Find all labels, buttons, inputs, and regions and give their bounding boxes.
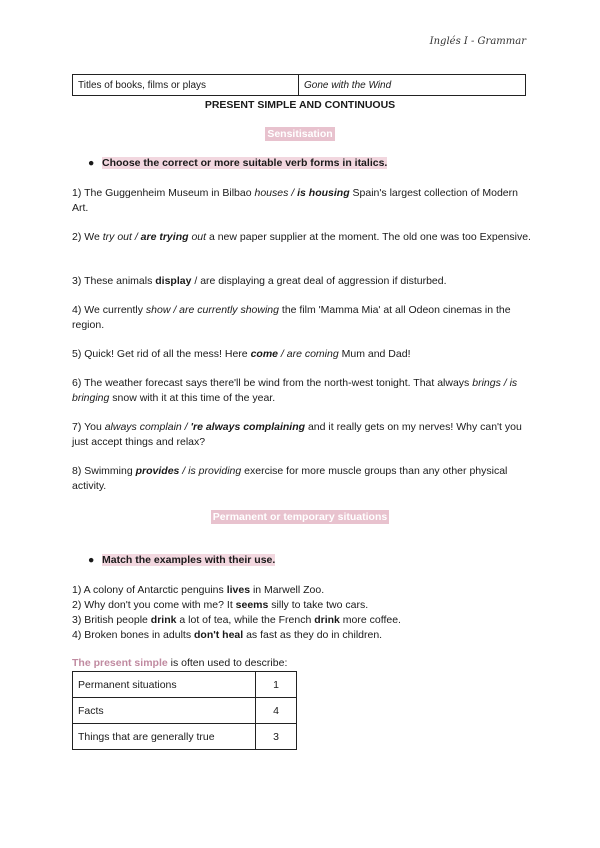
example-2 [72,598,532,613]
use-cell: Things that are generally true [73,724,256,750]
present-simple-intro [72,656,532,671]
ex2-text-a: 2) We [72,231,103,243]
ex2-option-b: are trying [140,231,189,243]
bullet-icon: ● [88,157,95,169]
ex1-text-b: Spain's largest collection of Modern Art. [72,187,518,214]
example-table-left: Titles of books, films or plays [73,75,299,96]
present-simple-rest: is often used to describe: [167,657,288,669]
ex2-option-a: try out / [102,231,141,243]
instruction-1-text: Choose the correct or more suitable verb forms in italics. [102,157,388,169]
ex8-text-a: 8) Swimming [72,465,136,477]
example-1 [72,583,532,598]
ex3-text-a: 3) These animals [72,275,156,287]
exercise-3 [72,274,532,289]
x2-verb: seems [235,599,269,611]
ex8-option-b: / is providing [179,465,242,477]
ex2-text-b: a new paper supplier at the moment. The old one was too Expensive. [206,231,531,243]
exercise-6 [72,376,532,406]
ex1-option-a: houses / [254,187,298,199]
x3-text-b: a lot of tea, while the French [176,614,315,626]
ex6-text-b: snow with it at this time of the year. [109,392,276,404]
table-row [73,724,297,750]
ex4-text-a: 4) We currently [72,304,146,316]
ex7-option-a: always complain / [104,421,191,433]
x4-text-b: as fast as they do in children. [243,629,383,641]
ex5-text-b: Mum and Dad! [338,348,411,360]
x1-verb: lives [226,584,251,596]
ex3-option-a: display [155,275,192,287]
instruction-2-text: Match the examples with their use. [102,554,276,566]
example-table [72,74,526,96]
page-title: PRESENT SIMPLE AND CONTINUOUS [204,99,396,111]
x1-text-b: in Marwell Zoo. [250,584,325,596]
ex7-text-a: 7) You [72,421,105,433]
ex5-option-b: / are coming [278,348,339,360]
ex3-text-b: / are displaying a great deal of aggression if disturbed. [191,275,447,287]
number-cell: 3 [256,724,297,750]
instruction-1 [88,157,387,169]
x4-text-a: 4) Broken bones in adults [72,629,194,641]
example-4 [72,628,532,643]
number-cell: 1 [256,672,297,698]
exercise-4 [72,303,532,333]
number-cell: 4 [256,698,297,724]
ex8-option-a: provides [135,465,180,477]
use-cell: Permanent situations [73,672,256,698]
page-header: Inglés I - Grammar [429,36,526,47]
ex2-option-b-out: out [188,231,207,243]
instruction-2 [88,554,275,566]
section2-heading-row [0,511,600,523]
sensitisation-heading: Sensitisation [267,128,333,140]
table-row [73,672,297,698]
ex1-option-b: is housing [297,187,350,199]
sensitisation-heading-row [0,128,600,140]
present-simple-label: The present simple [72,657,168,669]
table-row [73,698,297,724]
use-cell: Facts [73,698,256,724]
bullet-icon: ● [88,554,95,566]
ex1-text-a: 1) The Guggenheim Museum in Bilbao [72,187,255,199]
ex7-option-b: 're always complaining [190,421,306,433]
x3-text-c: more coffee. [339,614,401,626]
x2-text-b: silly to take two cars. [268,599,369,611]
section2-heading: Permanent or temporary situations [212,511,388,523]
x4-verb: don't heal [194,629,244,641]
exercise-2 [72,230,532,245]
ex5-option-a: come [250,348,278,360]
ex5-text-a: 5) Quick! Get rid of all the mess! Here [72,348,251,360]
exercise-5 [72,347,532,362]
exercise-1 [72,186,532,216]
uses-table [72,671,297,750]
x3-verb-a: drink [150,614,177,626]
ex6-options: brings / is bringing [72,377,518,404]
x2-text-a: 2) Why don't you come with me? It [72,599,236,611]
exercise-7 [72,420,532,450]
ex4-text-b: the film 'Mamma Mia' at all Odeon cinemas in the region. [72,304,511,331]
ex4-options: show / are currently showing [145,304,279,316]
example-table-right: Gone with the Wind [299,75,526,96]
example-3 [72,613,532,628]
x1-text-a: 1) A colony of Antarctic penguins [72,584,227,596]
ex8-text-b: exercise for more muscle groups than any other physical activity. [72,465,508,492]
x3-text-a: 3) British people [72,614,151,626]
x3-verb-b: drink [314,614,340,626]
ex7-text-b: and it really gets on my nerves! Why can't you just accept things and relax? [72,421,522,448]
exercise-8 [72,464,532,494]
ex6-text-a: 6) The weather forecast says there'll be wind from the north-west tonight. That always [72,377,473,389]
